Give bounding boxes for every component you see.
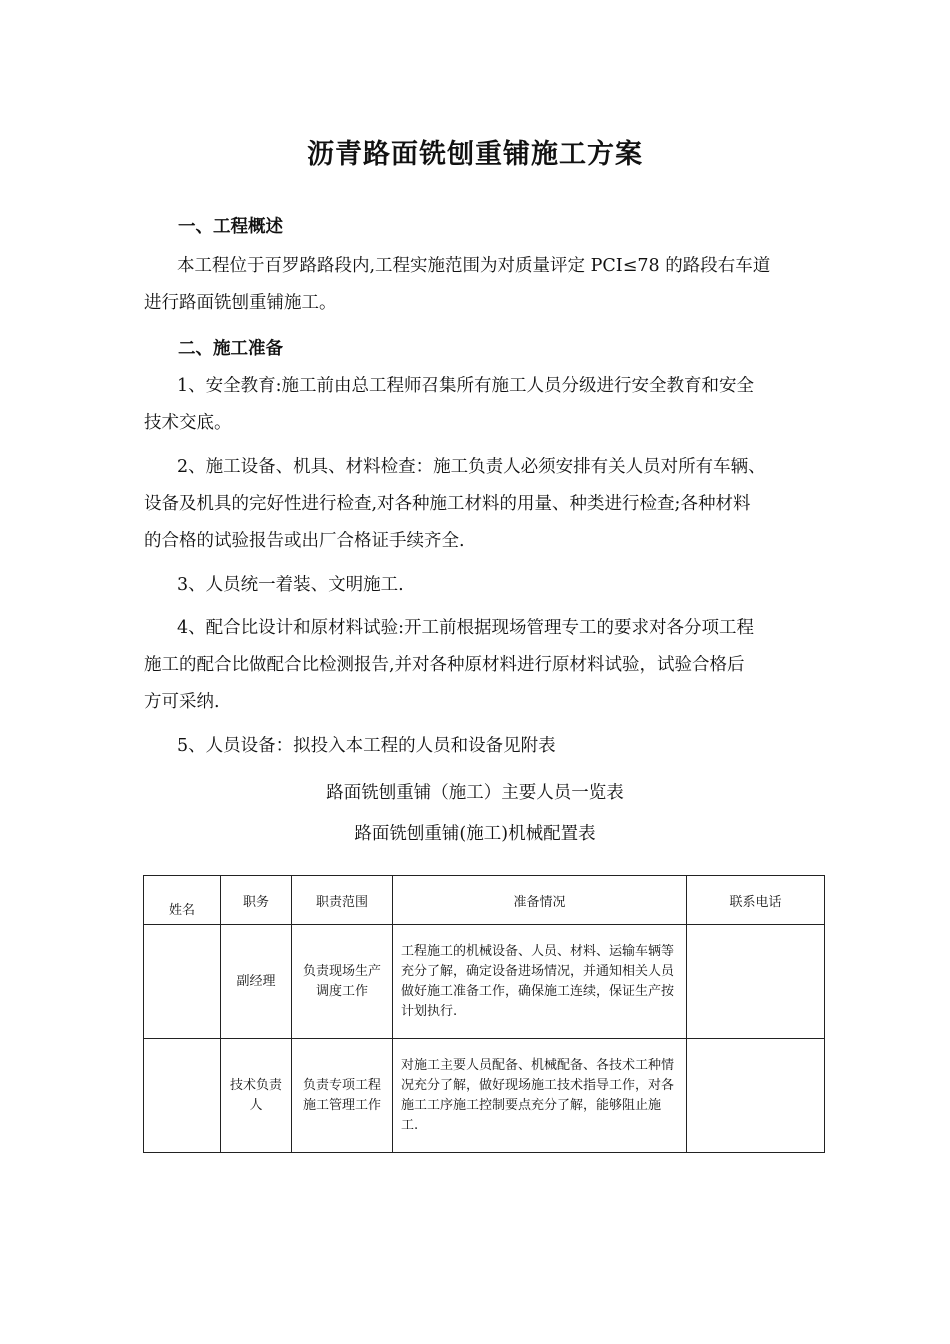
cell-preparation: 工程施工的机械设备、人员、材料、运输车辆等充分了解，确定设备进场情况，并通知相关人员做好施工准备工作，确保施工连续，保证生产按计划执行. xyxy=(393,925,687,1039)
paragraph-line: 施工的配合比做配合比检测报告,并对各种原材料进行原材料试验，试验合格后 xyxy=(144,655,745,675)
cell-scope: 负责专项工程施工管理工作 xyxy=(292,1039,393,1153)
preparation-item-1 xyxy=(144,368,808,442)
paragraph-line: 的合格的试验报告或出厂合格证手续齐全. xyxy=(144,531,465,551)
paragraph-line: 技术交底。 xyxy=(144,413,232,433)
cell-scope: 负责现场生产调度工作 xyxy=(292,925,393,1039)
table-row xyxy=(144,925,825,1039)
column-header-name: 姓名 xyxy=(144,876,221,925)
column-header-phone: 联系电话 xyxy=(687,876,825,925)
paragraph-line: 进行路面铣刨重铺施工。 xyxy=(144,293,337,313)
document-title: 沥青路面铣刨重铺施工方案 xyxy=(307,139,643,170)
cell-name xyxy=(144,925,221,1039)
column-header-scope: 职责范围 xyxy=(292,876,393,925)
table-row xyxy=(144,1039,825,1153)
cell-position: 副经理 xyxy=(221,925,292,1039)
table-caption-staff: 路面铣刨重铺（施工）主要人员一览表 xyxy=(326,783,624,803)
paragraph-line: 1、安全教育:施工前由总工程师召集所有施工人员分级进行安全教育和安全 xyxy=(177,376,755,396)
column-header-position: 职务 xyxy=(221,876,292,925)
paragraph-line: 4、配合比设计和原材料试验:开工前根据现场管理专工的要求对各分项工程 xyxy=(177,618,755,638)
preparation-item-3 xyxy=(144,567,808,604)
column-header-preparation: 准备情况 xyxy=(393,876,687,925)
paragraph-line: 3、人员统一着装、文明施工. xyxy=(177,575,404,595)
paragraph-line: 方可采纳. xyxy=(144,692,220,712)
section-heading-overview: 一、工程概述 xyxy=(178,217,283,237)
preparation-item-5 xyxy=(144,728,808,765)
cell-phone xyxy=(687,925,825,1039)
preparation-item-2 xyxy=(144,449,808,560)
staff-table xyxy=(143,875,825,1153)
paragraph-line: 5、人员设备：拟投入本工程的人员和设备见附表 xyxy=(177,736,556,756)
cell-position: 技术负责人 xyxy=(221,1039,292,1153)
paragraph-line: 2、施工设备、机具、材料检查：施工负责人必须安排有关人员对所有车辆、 xyxy=(177,457,766,477)
table-caption-machinery: 路面铣刨重铺(施工)机械配置表 xyxy=(354,824,596,844)
cell-phone xyxy=(687,1039,825,1153)
section-heading-preparation: 二、施工准备 xyxy=(178,339,283,359)
preparation-item-4 xyxy=(144,610,808,721)
paragraph-line: 本工程位于百罗路路段内,工程实施范围为对质量评定 PCI≤78 的路段右车道 xyxy=(177,256,771,276)
paragraph-overview xyxy=(144,248,808,322)
table-header-row xyxy=(144,876,825,925)
paragraph-line: 设备及机具的完好性进行检查,对各种施工材料的用量、种类进行检查;各种材料 xyxy=(144,494,751,514)
cell-preparation: 对施工主要人员配备、机械配备、各技术工种情况充分了解，做好现场施工技术指导工作，对各施工工序施工控制要点充分了解，能够阻止施工. xyxy=(393,1039,687,1153)
cell-name xyxy=(144,1039,221,1153)
